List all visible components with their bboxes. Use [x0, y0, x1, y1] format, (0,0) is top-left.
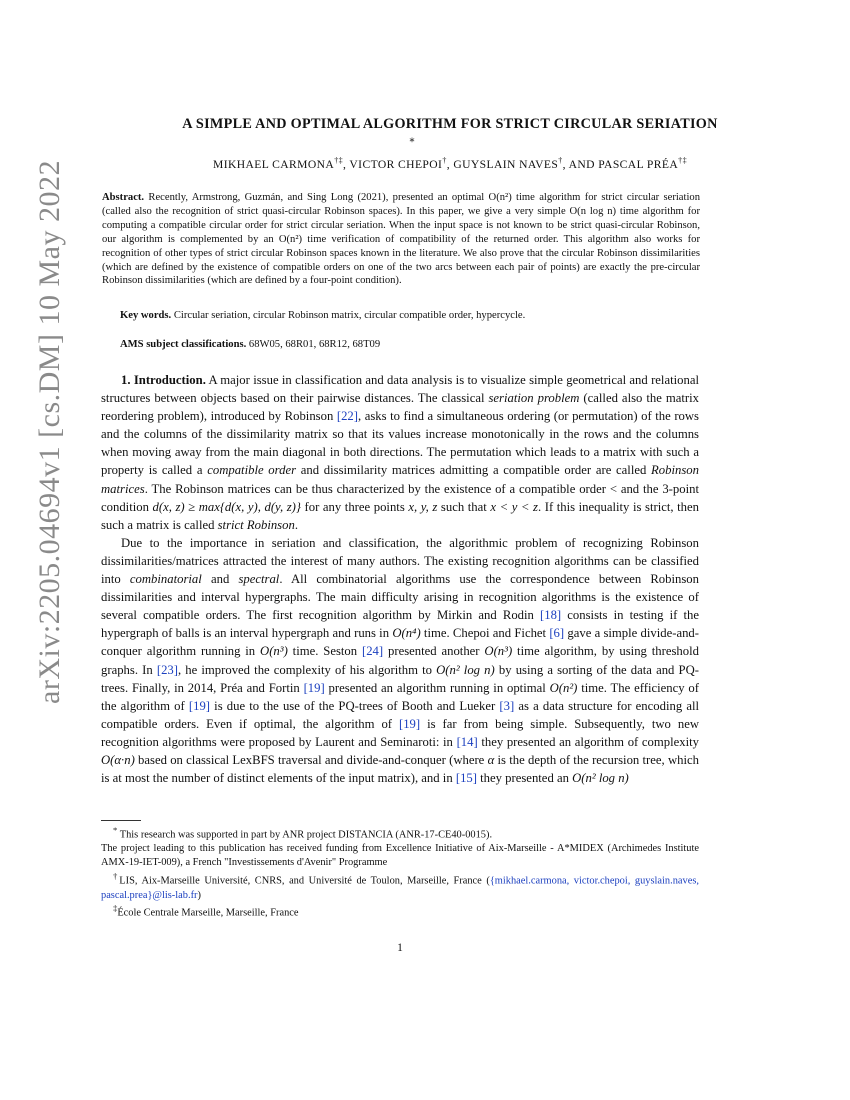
text-run: and dissimilarity matrices admitting a compatible order are called: [296, 463, 652, 478]
citation-link[interactable]: [19]: [303, 680, 325, 695]
text-run: such that: [437, 499, 491, 514]
text-run: . If this inequality is strict, then such a matrix is called: [101, 499, 699, 532]
text-run: time. The efficiency of the algorithm of: [101, 680, 699, 713]
citation-link[interactable]: [23]: [156, 662, 178, 677]
text-run: as a data structure for encoding all compatible orders. Even if optimal, the algorithm of: [101, 698, 699, 731]
intro-paragraph-1: [101, 371, 699, 534]
math: d(x, z) ≥ max{d(x, y), d(y, z)}: [152, 499, 301, 514]
author-name: GUYSLAIN NAVES: [453, 157, 559, 171]
emphasis: compatible order: [207, 463, 297, 478]
abstract: [102, 191, 700, 288]
text-run: time. Chepoi and Fichet: [420, 626, 550, 641]
section-heading: 1. Introduction.: [121, 373, 206, 387]
keywords: [120, 310, 700, 321]
footnote-marker: *: [113, 825, 118, 835]
footnote-marker: ‡: [113, 903, 118, 914]
footnote-text: École Centrale Marseille, Marseille, France: [117, 907, 299, 919]
text-run: time. Seston: [287, 644, 362, 659]
footnote-funding: [101, 824, 699, 842]
author-list: [100, 156, 800, 171]
author-name: VICTOR CHEPOI: [349, 157, 443, 171]
emphasis: seriation problem: [488, 391, 580, 406]
footnote-marker: †: [113, 871, 120, 882]
author-name: MIKHAEL CARMONA: [213, 157, 335, 171]
citation-link[interactable]: [19]: [188, 698, 211, 713]
author-separator: ,: [446, 157, 454, 171]
text-run: Due to the importance in seriation and classification, the algorithmic problem of recognizing Robinson dissimilarities/matrices attracted the interest of many authors. The existing recognition algorithms can be classified into: [101, 535, 699, 587]
text-run: , asks to find a simultaneous ordering (or permutation) of the rows and the columns of the dissimilarity matrix so that its values increase monotonically in the rows and the columns when moving away from the main diagonal in both directions. The permutation which leads to a matrix with such a property is called a: [101, 409, 699, 478]
ams-text: 68W05, 68R01, 68R12, 68T09: [248, 339, 381, 350]
author-emails-link[interactable]: {mikhael.carmona, victor.chepoi, guyslain.naves, pascal.prea}@lis-lab.fr: [101, 875, 699, 901]
page-number: 1: [397, 942, 403, 954]
paper-title: A SIMPLE AND OPTIMAL ALGORITHM FOR STRICT CIRCULAR SERIATION: [182, 116, 718, 132]
keywords-label: Key words.: [120, 310, 172, 321]
text-run: . The Robinson matrices can be thus characterized by the existence of a compatible order < and the 3-point condition: [101, 481, 699, 514]
emphasis: combinatorial: [129, 572, 202, 587]
author-separator: ,: [343, 157, 350, 171]
emphasis: strict Robinson: [217, 517, 295, 532]
arxiv-sidebar: [28, 0, 72, 1100]
author-affiliation-marks: †‡: [334, 156, 344, 165]
ams-classifications: [120, 339, 700, 350]
emphasis: Robinson matrices: [101, 463, 699, 496]
footnotes: [101, 824, 699, 921]
math: O(α·n): [101, 752, 135, 767]
author-affiliation-marks: †‡: [678, 156, 687, 165]
citation-link[interactable]: [19]: [398, 716, 421, 731]
author-and: AND: [568, 157, 595, 171]
math: O(n⁴): [392, 626, 421, 641]
text-run: and: [201, 572, 239, 587]
math: x < y < z: [490, 499, 538, 514]
emphasis: spectral: [238, 572, 280, 587]
footnote-text: ): [197, 889, 201, 901]
citation-link[interactable]: [3]: [499, 698, 515, 713]
footnote-text: This research was supported in part by ANR project DISTANCIA (ANR-17-CE40-0015).: [119, 829, 493, 841]
text-run: consists in testing if the hypergraph of balls is an interval hypergraph and runs in: [101, 608, 699, 641]
math: x, y, z: [408, 499, 438, 514]
text-run: for any three points: [300, 499, 409, 514]
text-run: they presented an algorithm of complexity: [477, 734, 699, 749]
author-separator: ,: [562, 157, 569, 171]
text-run: by using a sorting of the data and PQ-trees. Finally, in 2014, Préa and Fortin: [101, 662, 699, 695]
author-name: PASCAL PRÉA: [598, 157, 679, 171]
footnote-affiliation-lis: [101, 870, 699, 902]
ams-label: AMS subject classifications.: [120, 339, 247, 350]
footnote-affiliation-ecm: [101, 902, 699, 920]
footnote-funding-continued: The project leading to this publication has received funding from Excellence Initiative of Aix-Marseille - A*MIDEX (Archimedes Institute AMX-19-IET-009), a French "Investissements d'Avenir" Programme: [101, 843, 699, 869]
keywords-text: Circular seriation, circular Robinson matrix, circular compatible order, hypercycle.: [173, 310, 526, 321]
footnote-divider: [101, 820, 141, 821]
intro-paragraph-2: [101, 534, 699, 787]
text-run: , he improved the complexity of his algorithm to: [177, 662, 437, 677]
text-run: is far from being simple. Subsequently, two new recognition algorithms were proposed by Laurent and Seminaroti: in: [101, 716, 699, 749]
abstract-text: Recently, Armstrong, Guzmán, and Sing Long (2021), presented an optimal O(n²) time algorithm for strict circular seriation (called also the recognition of strict quasi-circular Robinson spaces). In this paper, we give a very simple O(n log n) time algorithm for computing a compatible circular order for strict circular seriation. When the input space is not known to be strict quasi-circular Robinson, our algorithm is complemented by an O(n²) time verification of compatibility of the returned order. This algorithm also works for recognition of other types of strict circular Robinson spaces known in the literature. We also prove that the circular Robinson dissimilarities (which are defined by the existence of compatible orders on one of the two arcs between each pair of points) are exactly the pre-circular Robinson dissimilarities (which are defined by a four-point condition).: [102, 192, 700, 287]
text-run: presented another: [383, 644, 485, 659]
citation-link[interactable]: [24]: [361, 644, 384, 659]
math: O(n³): [484, 644, 513, 659]
text-run: .: [294, 517, 298, 532]
text-run: based on classical LexBFS traversal and divide-and-conquer (where: [134, 752, 488, 767]
citation-link[interactable]: [15]: [455, 771, 477, 786]
text-run: is due to the use of the PQ-trees of Booth and Lueker: [210, 698, 500, 713]
citation-link[interactable]: [6]: [549, 626, 565, 641]
text-run: A major issue in classification and data analysis is to visualize simple geometrical and relational structures between objects based on their pairwise distances. The classical: [101, 373, 699, 406]
text-run: is the depth of the recursion tree, which is at most the number of distinct elements of the input matrix), and in: [101, 752, 699, 786]
text-run: gave a simple divide-and-conquer algorithm running in: [101, 626, 699, 659]
abstract-label: Abstract.: [102, 192, 145, 203]
citation-link[interactable]: [22]: [336, 409, 358, 424]
text-run: time algorithm, by using threshold graphs. In: [101, 644, 699, 677]
math: O(n³): [260, 644, 288, 659]
math: O(n² log n): [572, 771, 629, 786]
text-run: presented an algorithm running in optimal: [324, 680, 550, 695]
text-run: they presented an: [476, 771, 573, 786]
arxiv-identifier: arXiv:2205.04694v1 [cs.DM] 10 May 2022: [33, 160, 66, 704]
math: α: [487, 752, 495, 767]
citation-link[interactable]: [18]: [540, 608, 562, 623]
text-run: . All combinatorial algorithms use the correspondence between Robinson dissimilarities and interval hypergraphs. The main difficulty arising in recognition algorithms is the existence of several compatible orders. The first recognition algorithm by Mirkin and Rodin: [101, 572, 699, 623]
introduction-section: [101, 371, 699, 787]
math: O(n² log n): [436, 662, 495, 677]
author-affiliation-marks: †: [558, 156, 563, 165]
citation-link[interactable]: [14]: [456, 734, 478, 749]
title-footnote-marker: *: [409, 137, 415, 148]
math: O(n²): [549, 680, 578, 695]
text-run: (called also the matrix reordering problem), introduced by Robinson: [101, 391, 699, 424]
footnote-text: LIS, Aix-Marseille Université, CNRS, and Université de Toulon, Marseille, France (: [119, 875, 490, 887]
author-affiliation-marks: †: [442, 156, 447, 165]
